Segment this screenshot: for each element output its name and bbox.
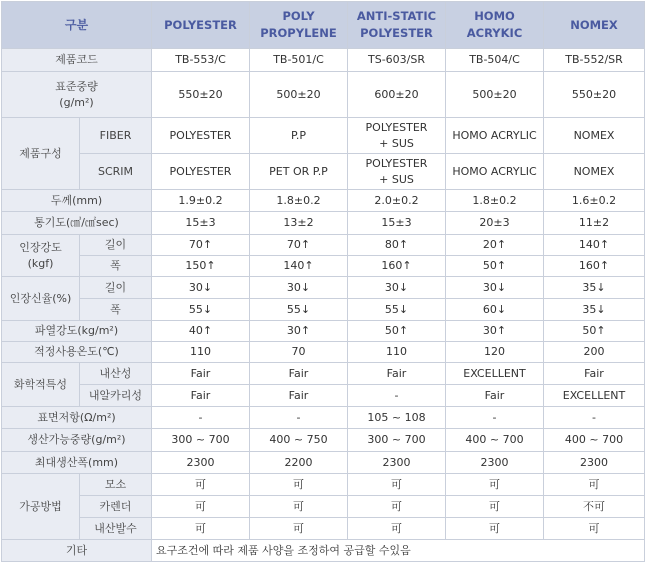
- cell: 可: [152, 518, 250, 540]
- corner-header: 구분: [2, 2, 152, 49]
- cell: 140↑: [250, 256, 348, 277]
- product-header-line: ACRYKIC: [466, 26, 523, 40]
- cell-line: POLYESTER: [169, 164, 232, 178]
- row-sub-label: SCRIM: [80, 154, 152, 190]
- cell: [152, 154, 250, 190]
- row-label: 파열강도(kg/m²): [2, 321, 152, 342]
- cell: 160↑: [348, 256, 446, 277]
- row-composition-fiber: [2, 118, 645, 154]
- cell: 2300: [446, 452, 544, 474]
- cell: 可: [250, 474, 348, 496]
- cell: 40↑: [152, 321, 250, 342]
- row-elongation-width: [2, 299, 645, 321]
- row-label: 제품코드: [2, 49, 152, 72]
- cell: 80↑: [348, 235, 446, 256]
- cell: 可: [544, 474, 645, 496]
- row-sub-label: 내산발수: [80, 518, 152, 540]
- cell: 30↓: [446, 277, 544, 299]
- row-sub-label: 폭: [80, 299, 152, 321]
- cell: 可: [152, 474, 250, 496]
- row-label: 두께(mm): [2, 190, 152, 212]
- cell: Fair: [152, 385, 250, 407]
- row-chemical-alkali: [2, 385, 645, 407]
- cell: 70↑: [152, 235, 250, 256]
- cell-line: HOMO ACRYLIC: [452, 128, 537, 142]
- cell: 20↑: [446, 235, 544, 256]
- row-group-label: 가공방법: [2, 474, 80, 540]
- row-label: 통기도(㎤/㎠sec): [2, 212, 152, 235]
- product-header-line: HOMO: [474, 9, 515, 23]
- cell: 不可: [544, 496, 645, 518]
- product-header-antistatic: [348, 2, 446, 49]
- cell: 110: [348, 342, 446, 363]
- cell: -: [348, 385, 446, 407]
- cell: 35↓: [544, 299, 645, 321]
- cell: 15±3: [152, 212, 250, 235]
- cell: 1.6±0.2: [544, 190, 645, 212]
- row-tensile-width: [2, 256, 645, 277]
- cell: 1.8±0.2: [250, 190, 348, 212]
- cell: 50↑: [544, 321, 645, 342]
- row-label-line: (g/m²): [59, 95, 94, 109]
- cell: -: [152, 407, 250, 429]
- cell: 可: [348, 518, 446, 540]
- cell: 可: [446, 518, 544, 540]
- cell: 110: [152, 342, 250, 363]
- cell: EXCELLENT: [544, 385, 645, 407]
- row-processing-calender: [2, 496, 645, 518]
- row-thickness: [2, 190, 645, 212]
- cell: TB-553/C: [152, 49, 250, 72]
- header-row: [2, 2, 645, 49]
- row-operating-temperature: [2, 342, 645, 363]
- cell: [250, 154, 348, 190]
- cell: 160↑: [544, 256, 645, 277]
- cell: 2300: [544, 452, 645, 474]
- cell: Fair: [446, 385, 544, 407]
- cell: TB-504/C: [446, 49, 544, 72]
- product-header-nomex: [544, 2, 645, 49]
- row-air-permeability: [2, 212, 645, 235]
- cell: 500±20: [446, 72, 544, 118]
- cell: 35↓: [544, 277, 645, 299]
- cell: 2300: [152, 452, 250, 474]
- cell: 400 ~ 750: [250, 429, 348, 452]
- row-burst-strength: [2, 321, 645, 342]
- row-group-label: 인장신율(%): [2, 277, 80, 321]
- cell: 可: [348, 474, 446, 496]
- cell-line: P.P: [290, 128, 307, 142]
- cell: 105 ~ 108: [348, 407, 446, 429]
- product-header-line: POLYESTER: [164, 17, 237, 32]
- row-label: 최대생산폭(mm): [2, 452, 152, 474]
- product-header-homo-acrylic: [446, 2, 544, 49]
- product-header-line: ANTI-STATIC: [356, 9, 437, 23]
- cell: 11±2: [544, 212, 645, 235]
- cell: 30↑: [446, 321, 544, 342]
- row-sub-label: 내알카리성: [80, 385, 152, 407]
- cell: 可: [446, 474, 544, 496]
- row-processing-water-repellent: [2, 518, 645, 540]
- cell: TB-501/C: [250, 49, 348, 72]
- row-label-line: 인장강도: [19, 240, 62, 254]
- row-label: 기타: [2, 540, 152, 562]
- row-chemical-acid: [2, 363, 645, 385]
- cell: TB-552/SR: [544, 49, 645, 72]
- cell: -: [250, 407, 348, 429]
- cell: 可: [544, 518, 645, 540]
- cell: 2300: [348, 452, 446, 474]
- product-header-line: POLY: [282, 9, 315, 23]
- row-label: 생산가능중량(g/m²): [2, 429, 152, 452]
- row-composition-scrim: [2, 154, 645, 190]
- cell: 120: [446, 342, 544, 363]
- row-sub-label: 모소: [80, 474, 152, 496]
- cell: [348, 154, 446, 190]
- row-standard-weight: [2, 72, 645, 118]
- cell: Fair: [250, 363, 348, 385]
- cell: 2.0±0.2: [348, 190, 446, 212]
- product-header-line: POLYESTER: [360, 26, 433, 40]
- cell: 15±3: [348, 212, 446, 235]
- cell: [152, 118, 250, 154]
- row-sub-label: 폭: [80, 256, 152, 277]
- cell: 可: [152, 496, 250, 518]
- cell: 1.9±0.2: [152, 190, 250, 212]
- row-product-code: [2, 49, 645, 72]
- cell: -: [544, 407, 645, 429]
- row-elongation-length: [2, 277, 645, 299]
- row-label-line: (kgf): [27, 256, 54, 270]
- cell: 400 ~ 700: [446, 429, 544, 452]
- row-label: [2, 72, 152, 118]
- row-group-label: 화학적특성: [2, 363, 80, 407]
- product-header-polypropylene: [250, 2, 348, 49]
- cell: 70↑: [250, 235, 348, 256]
- cell-line: NOMEX: [573, 128, 615, 142]
- cell: 300 ~ 700: [348, 429, 446, 452]
- cell: TS-603/SR: [348, 49, 446, 72]
- cell: 55↓: [250, 299, 348, 321]
- row-sub-label: 카렌더: [80, 496, 152, 518]
- cell-line: PET OR P.P: [269, 164, 328, 178]
- cell: [446, 154, 544, 190]
- cell: 30↓: [152, 277, 250, 299]
- row-max-width: [2, 452, 645, 474]
- cell: 20±3: [446, 212, 544, 235]
- cell: 55↓: [348, 299, 446, 321]
- cell: Fair: [250, 385, 348, 407]
- cell: 55↓: [152, 299, 250, 321]
- cell: 600±20: [348, 72, 446, 118]
- cell: 300 ~ 700: [152, 429, 250, 452]
- cell: 50↑: [348, 321, 446, 342]
- row-production-weight: [2, 429, 645, 452]
- cell: 可: [348, 496, 446, 518]
- cell: 30↓: [348, 277, 446, 299]
- cell: EXCELLENT: [446, 363, 544, 385]
- cell: 400 ~ 700: [544, 429, 645, 452]
- cell: 150↑: [152, 256, 250, 277]
- cell: Fair: [544, 363, 645, 385]
- cell-line: + SUS: [379, 172, 414, 186]
- cell: 70: [250, 342, 348, 363]
- cell: 140↑: [544, 235, 645, 256]
- cell: 可: [250, 496, 348, 518]
- cell: 可: [250, 518, 348, 540]
- cell: -: [446, 407, 544, 429]
- row-sub-label: 내산성: [80, 363, 152, 385]
- cell: 550±20: [544, 72, 645, 118]
- cell: Fair: [348, 363, 446, 385]
- cell-line: HOMO ACRYLIC: [452, 164, 537, 178]
- cell: Fair: [152, 363, 250, 385]
- spec-table: [1, 1, 645, 562]
- row-label: 표면저항(Ω/m²): [2, 407, 152, 429]
- row-sub-label: 길이: [80, 277, 152, 299]
- cell: [446, 118, 544, 154]
- cell: [250, 118, 348, 154]
- product-header-line: NOMEX: [570, 17, 618, 32]
- cell-line: POLYESTER: [365, 120, 428, 134]
- cell-line: + SUS: [379, 136, 414, 150]
- cell: 可: [446, 496, 544, 518]
- cell: 2200: [250, 452, 348, 474]
- cell: 30↓: [250, 277, 348, 299]
- cell: [348, 118, 446, 154]
- row-label: 적정사용온도(℃): [2, 342, 152, 363]
- cell: 1.8±0.2: [446, 190, 544, 212]
- row-other: [2, 540, 645, 562]
- cell: [544, 118, 645, 154]
- cell: 500±20: [250, 72, 348, 118]
- cell: 50↑: [446, 256, 544, 277]
- note-cell: 요구조건에 따라 제품 사양을 조정하여 공급할 수있음: [152, 540, 645, 562]
- product-header-line: PROPYLENE: [260, 26, 337, 40]
- cell: [544, 154, 645, 190]
- cell: 550±20: [152, 72, 250, 118]
- cell-line: NOMEX: [573, 164, 615, 178]
- row-sub-label: 길이: [80, 235, 152, 256]
- cell: 200: [544, 342, 645, 363]
- row-group-label: 제품구성: [2, 118, 80, 190]
- row-tensile-length: [2, 235, 645, 256]
- row-group-label: [2, 235, 80, 277]
- cell: 13±2: [250, 212, 348, 235]
- cell-line: POLYESTER: [365, 156, 428, 170]
- cell: 30↑: [250, 321, 348, 342]
- cell: 60↓: [446, 299, 544, 321]
- product-header-polyester: [152, 2, 250, 49]
- row-sub-label: FIBER: [80, 118, 152, 154]
- row-processing-singeing: [2, 474, 645, 496]
- row-surface-resistance: [2, 407, 645, 429]
- row-label-line: 표준중량: [55, 79, 98, 93]
- cell-line: POLYESTER: [169, 128, 232, 142]
